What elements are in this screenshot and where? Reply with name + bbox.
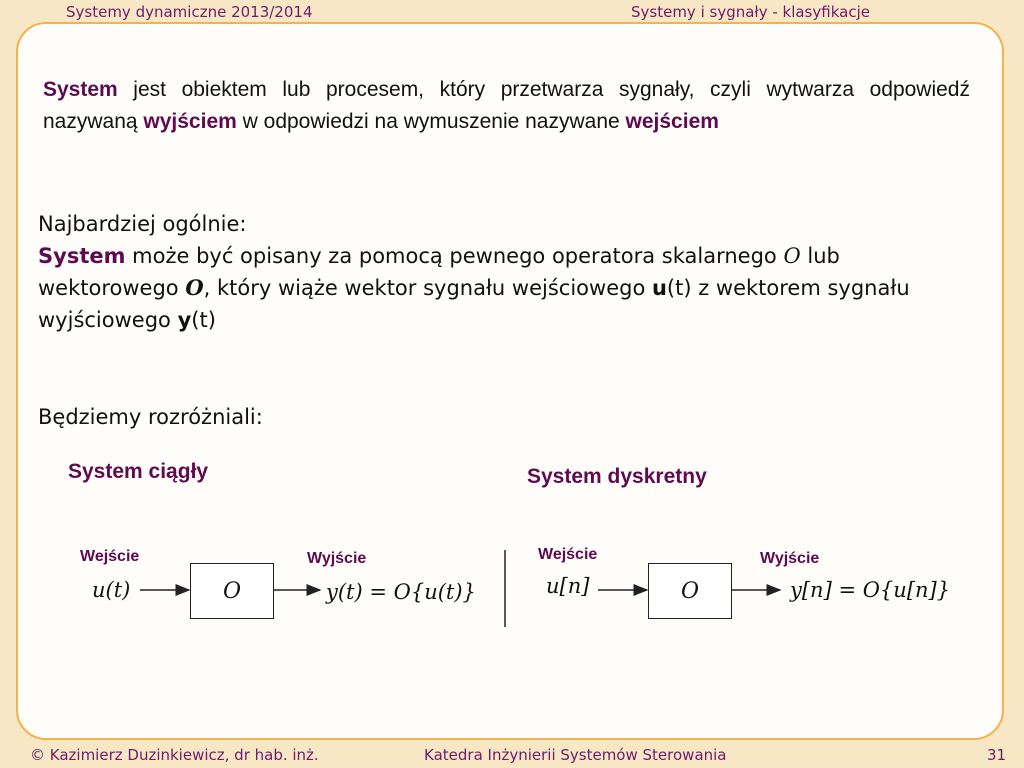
discrete-output-expr: y[n] = O{u[n]} xyxy=(790,578,951,602)
continuous-operator-block: O xyxy=(190,563,274,619)
continuous-output-expr: y(t) = O{u(t)} xyxy=(326,580,476,604)
discrete-input-label: Wejście xyxy=(538,546,598,563)
intro-text-2: w odpowiedzi na wymuszenie nazywane xyxy=(236,110,626,133)
intro-term-system: System xyxy=(43,78,118,101)
header-course-title: Systemy dynamiczne 2013/2014 xyxy=(66,3,313,21)
general-heading: Najbardziej ogólnie: xyxy=(38,212,247,236)
general-term-system: System xyxy=(38,244,126,268)
general-text-4: (t) z wektorem sygnału wyjściowego xyxy=(38,276,910,332)
discrete-system-heading: System dyskretny xyxy=(527,465,707,488)
distinguish-text: Będziemy rozróżniali: xyxy=(38,405,263,429)
page-number: 31 xyxy=(987,746,1007,764)
continuous-input-label: Wejście xyxy=(80,548,140,565)
general-text-3: , który wiąże wektor sygnału wejściowego xyxy=(203,276,652,300)
header-section-title: Systemy i sygnały - klasyfikacje xyxy=(631,3,870,21)
footer-department: Katedra Inżynierii Systemów Sterowania xyxy=(424,746,727,764)
general-text-1: może być opisany za pomocą pewnego operatora skalarnego xyxy=(125,244,784,268)
continuous-input-expr: u(t) xyxy=(92,578,131,602)
footer-author: © Kazimierz Duzinkiewicz, dr hab. inż. xyxy=(30,746,319,764)
discrete-input-expr: u[n] xyxy=(546,574,590,598)
continuous-system-heading: System ciągły xyxy=(68,460,209,483)
discrete-operator-block: O xyxy=(648,563,732,619)
continuous-output-label: Wyjście xyxy=(307,550,367,567)
input-vector-symbol: u xyxy=(651,276,667,300)
output-vector-symbol: y xyxy=(177,308,192,332)
discrete-output-label: Wyjście xyxy=(760,550,820,567)
intro-text-1: jest obiektem lub procesem, który przetwarza sygnały, czyli wytwarza odpowiedź nazywaną xyxy=(43,78,970,133)
vector-operator-symbol: O xyxy=(185,275,204,300)
general-text-2: lub wektorowego xyxy=(38,244,840,300)
intro-term-input: wejściem xyxy=(625,110,719,133)
general-text-5: (t) xyxy=(191,308,216,332)
intro-term-output: wyjściem xyxy=(143,110,237,133)
scalar-operator-symbol: O xyxy=(783,244,801,268)
